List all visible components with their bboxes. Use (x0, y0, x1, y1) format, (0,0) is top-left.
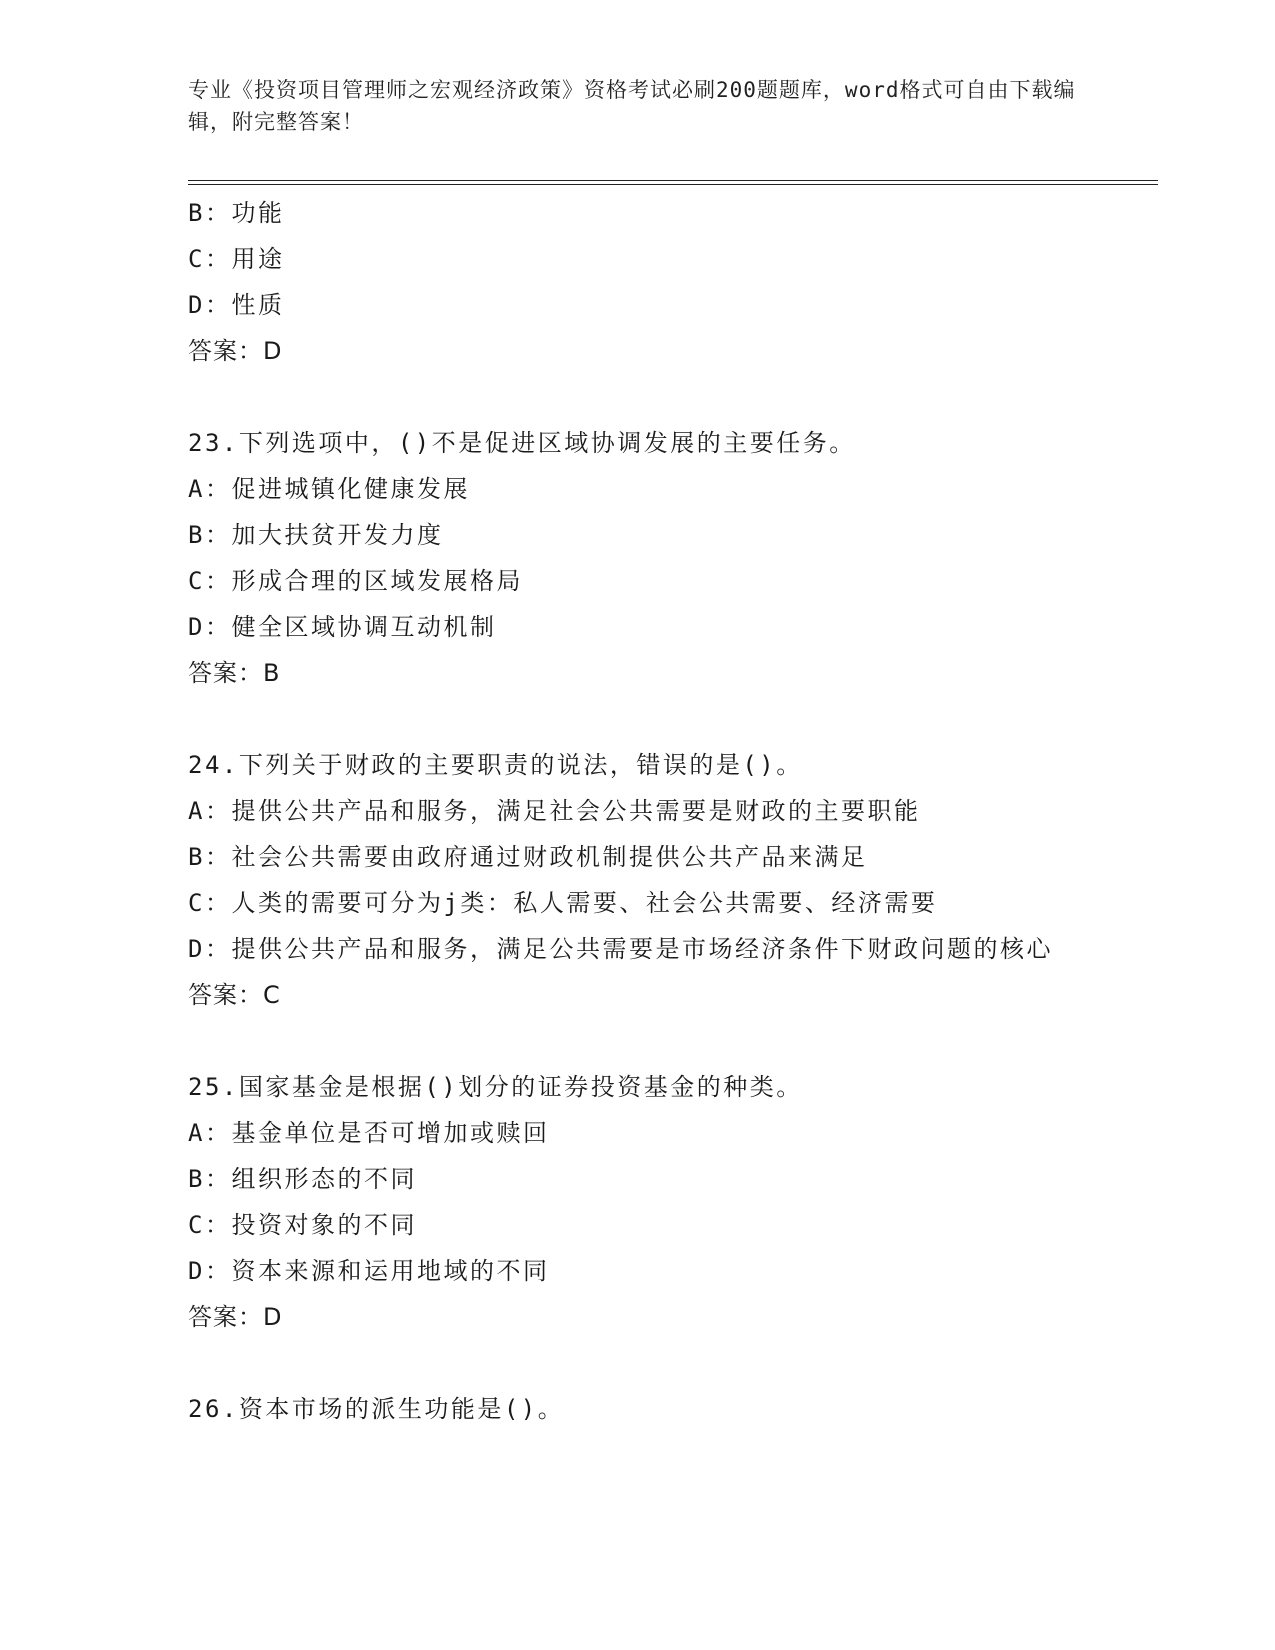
option-a: A：促进城镇化健康发展 (188, 475, 470, 503)
answer: 答案：D (188, 1303, 283, 1331)
header-rule (188, 180, 1158, 181)
answer: 答案：B (188, 659, 281, 687)
page-header: 专业《投资项目管理师之宏观经济政策》资格考试必刷200题题库，word格式可自由下载编辑，附完整答案！ (188, 78, 1076, 134)
option-b: B：社会公共需要由政府通过财政机制提供公共产品来满足 (188, 843, 868, 871)
option-c: C：人类的需要可分为j类：私人需要、社会公共需要、经济需要 (188, 889, 938, 917)
option-a: A：提供公共产品和服务，满足社会公共需要是财政的主要职能 (188, 797, 921, 825)
option-a: A：基金单位是否可增加或赎回 (188, 1119, 550, 1147)
option-c: C：用途 (188, 245, 285, 273)
option-b: B：组织形态的不同 (188, 1165, 417, 1193)
option-d: D：健全区域协调互动机制 (188, 613, 497, 641)
question-list (188, 190, 1088, 1432)
option-d: D：资本来源和运用地域的不同 (188, 1257, 550, 1285)
option-b: B：加大扶贫开发力度 (188, 521, 444, 549)
option-d: D：提供公共产品和服务，满足公共需要是市场经济条件下财政问题的核心 (188, 935, 1053, 963)
option-c: C：投资对象的不同 (188, 1211, 417, 1239)
option-c: C：形成合理的区域发展格局 (188, 567, 523, 595)
question-stem: 26.资本市场的派生功能是()。 (188, 1395, 565, 1423)
header-rule-double (188, 184, 1158, 185)
question-stem: 25.国家基金是根据()划分的证券投资基金的种类。 (188, 1073, 803, 1101)
question-23 (188, 420, 1088, 696)
question-24 (188, 742, 1088, 1018)
answer: 答案：D (188, 337, 283, 365)
question-stem: 23.下列选项中，()不是促进区域协调发展的主要任务。 (188, 429, 856, 457)
question-25 (188, 1064, 1088, 1340)
option-d: D：性质 (188, 291, 285, 319)
question-26 (188, 1386, 1088, 1432)
answer: 答案：C (188, 981, 281, 1009)
option-b: B：功能 (188, 199, 285, 227)
question-stem: 24.下列关于财政的主要职责的说法，错误的是()。 (188, 751, 803, 779)
question-partial (188, 190, 1088, 374)
